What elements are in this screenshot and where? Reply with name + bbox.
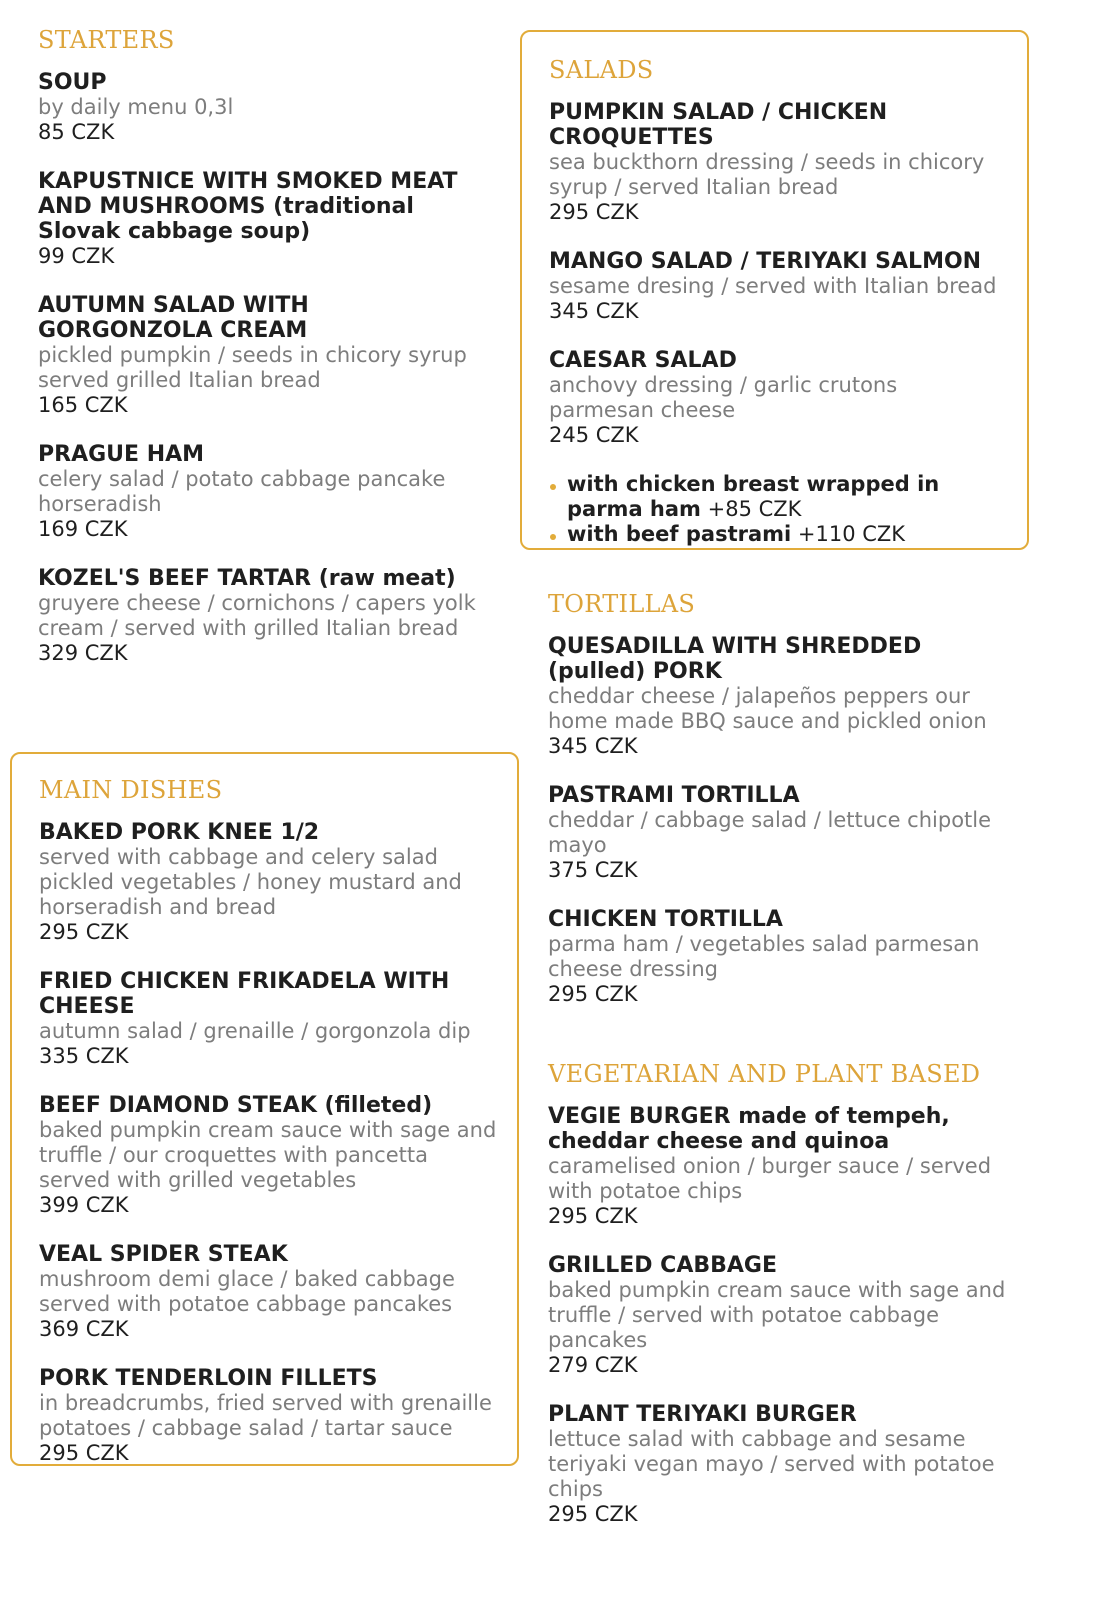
menu-item	[549, 249, 1001, 324]
menu-item	[38, 566, 488, 666]
item-name: PRAGUE HAM	[38, 442, 205, 467]
item-name: PASTRAMI TORTILLA	[548, 783, 800, 808]
item-description: parma ham / vegetables salad parmesan cheese dressing	[548, 932, 980, 981]
item-name: BEEF DIAMOND STEAK (filleted)	[39, 1093, 433, 1118]
addon-price: +85 CZK	[707, 497, 802, 521]
item-price: 295 CZK	[39, 920, 129, 944]
item-price: 295 CZK	[39, 1441, 129, 1465]
menu-item	[548, 1104, 1018, 1229]
tortillas-section	[548, 590, 1018, 1031]
menu-item	[39, 1366, 497, 1466]
item-name: PLANT TERIYAKI BURGER	[548, 1402, 857, 1427]
item-description: cheddar cheese / jalapeños peppers our home made BBQ sauce and pickled onion	[548, 684, 987, 733]
vegetarian-list	[548, 1104, 1018, 1527]
salad-addon	[549, 522, 1001, 547]
menu-item	[548, 1402, 1018, 1527]
item-price: 169 CZK	[38, 517, 128, 541]
salads-addons	[549, 472, 1001, 547]
item-name: CAESAR SALAD	[549, 348, 737, 373]
item-price: 99 CZK	[38, 244, 115, 268]
item-price: 245 CZK	[549, 423, 639, 447]
menu-item	[549, 100, 1001, 225]
item-name: PUMPKIN SALAD / CHICKEN CROQUETTES	[549, 100, 888, 150]
menu-item	[38, 442, 488, 542]
item-description: in breadcrumbs, fried served with grenaille potatoes / cabbage salad / tartar sauce	[39, 1391, 492, 1440]
tortillas-heading: TORTILLAS	[548, 590, 696, 618]
item-description: autumn salad / grenaille / gorgonzola dip	[39, 1019, 471, 1043]
item-price: 399 CZK	[39, 1193, 129, 1217]
item-name: AUTUMN SALAD WITH GORGONZOLA CREAM	[38, 293, 309, 343]
item-price: 335 CZK	[39, 1044, 129, 1068]
item-description: by daily menu 0,3l	[38, 95, 234, 119]
menu-item	[38, 70, 488, 145]
main-dishes-list	[39, 820, 497, 1466]
item-price: 329 CZK	[38, 641, 128, 665]
menu-item	[38, 293, 488, 418]
addon-price: +110 CZK	[797, 522, 906, 546]
item-description: baked pumpkin cream sauce with sage and truffle / our croquettes with pancetta served with grilled vegetables	[39, 1118, 497, 1192]
item-name: GRILLED CABBAGE	[548, 1253, 777, 1278]
menu-item	[39, 820, 497, 945]
main-dishes-heading: MAIN DISHES	[39, 776, 223, 804]
addon-name: with beef pastrami	[567, 522, 792, 546]
item-price: 295 CZK	[548, 1204, 638, 1228]
item-price: 279 CZK	[548, 1353, 638, 1377]
salads-list	[549, 100, 1001, 448]
item-description: served with cabbage and celery salad pickled vegetables / honey mustard and horseradish and bread	[39, 845, 462, 919]
menu-item	[39, 969, 497, 1069]
item-name: FRIED CHICKEN FRIKADELA WITH CHEESE	[39, 969, 450, 1019]
salads-heading: SALADS	[549, 56, 654, 84]
item-name: BAKED PORK KNEE 1/2	[39, 820, 320, 845]
item-name: MANGO SALAD / TERIYAKI SALMON	[549, 249, 982, 274]
item-name: CHICKEN TORTILLA	[548, 907, 783, 932]
item-price: 345 CZK	[548, 734, 638, 758]
item-description: caramelised onion / burger sauce / served with potatoe chips	[548, 1154, 992, 1203]
item-description: sea buckthorn dressing / seeds in chicory syrup / served Italian bread	[549, 150, 985, 199]
item-name: SOUP	[38, 70, 107, 95]
vegetarian-heading: VEGETARIAN AND PLANT BASED	[548, 1060, 981, 1088]
item-price: 165 CZK	[38, 393, 128, 417]
starters-heading: STARTERS	[38, 26, 175, 54]
item-price: 85 CZK	[38, 120, 115, 144]
menu-item	[39, 1093, 497, 1218]
menu-item	[38, 169, 488, 269]
item-name: KAPUSTNICE WITH SMOKED MEAT AND MUSHROOMS (traditional Slovak cabbage soup)	[38, 169, 458, 244]
starters-list	[38, 70, 488, 666]
item-price: 375 CZK	[548, 858, 638, 882]
item-name: KOZEL'S BEEF TARTAR (raw meat)	[38, 566, 456, 591]
salads-section	[520, 30, 1029, 550]
item-description: celery salad / potato cabbage pancake horseradish	[38, 467, 446, 516]
menu-item	[548, 907, 1018, 1007]
menu-item	[549, 348, 1001, 448]
menu-item	[39, 1242, 497, 1342]
item-name: VEGIE BURGER made of tempeh, cheddar cheese and quinoa	[548, 1104, 950, 1154]
item-description: pickled pumpkin / seeds in chicory syrup served grilled Italian bread	[38, 343, 467, 392]
item-description: cheddar / cabbage salad / lettuce chipotle mayo	[548, 808, 992, 857]
item-price: 295 CZK	[548, 1502, 638, 1526]
item-price: 345 CZK	[549, 299, 639, 323]
item-description: anchovy dressing / garlic crutons parmesan cheese	[549, 373, 898, 422]
main-dishes-section	[10, 752, 519, 1466]
item-price: 295 CZK	[548, 982, 638, 1006]
item-name: QUESADILLA WITH SHREDDED (pulled) PORK	[548, 634, 922, 684]
item-name: PORK TENDERLOIN FILLETS	[39, 1366, 378, 1391]
item-price: 369 CZK	[39, 1317, 129, 1341]
salad-addon	[549, 472, 1001, 522]
vegetarian-section	[548, 1060, 1018, 1551]
starters-section	[38, 26, 488, 690]
item-name: VEAL SPIDER STEAK	[39, 1242, 288, 1267]
item-description: sesame dresing / served with Italian bread	[549, 274, 997, 298]
menu-item	[548, 634, 1018, 759]
menu-item	[548, 783, 1018, 883]
menu-item	[548, 1253, 1018, 1378]
item-description: baked pumpkin cream sauce with sage and truffle / served with potatoe cabbage pancakes	[548, 1278, 1006, 1352]
item-price: 295 CZK	[549, 200, 639, 224]
tortillas-list	[548, 634, 1018, 1007]
addon-name: with chicken breast wrapped in parma ham	[567, 472, 940, 521]
item-description: mushroom demi glace / baked cabbage served with potatoe cabbage pancakes	[39, 1267, 455, 1316]
item-description: lettuce salad with cabbage and sesame teriyaki vegan mayo / served with potatoe chips	[548, 1427, 995, 1501]
item-description: gruyere cheese / cornichons / capers yolk cream / served with grilled Italian bread	[38, 591, 476, 640]
